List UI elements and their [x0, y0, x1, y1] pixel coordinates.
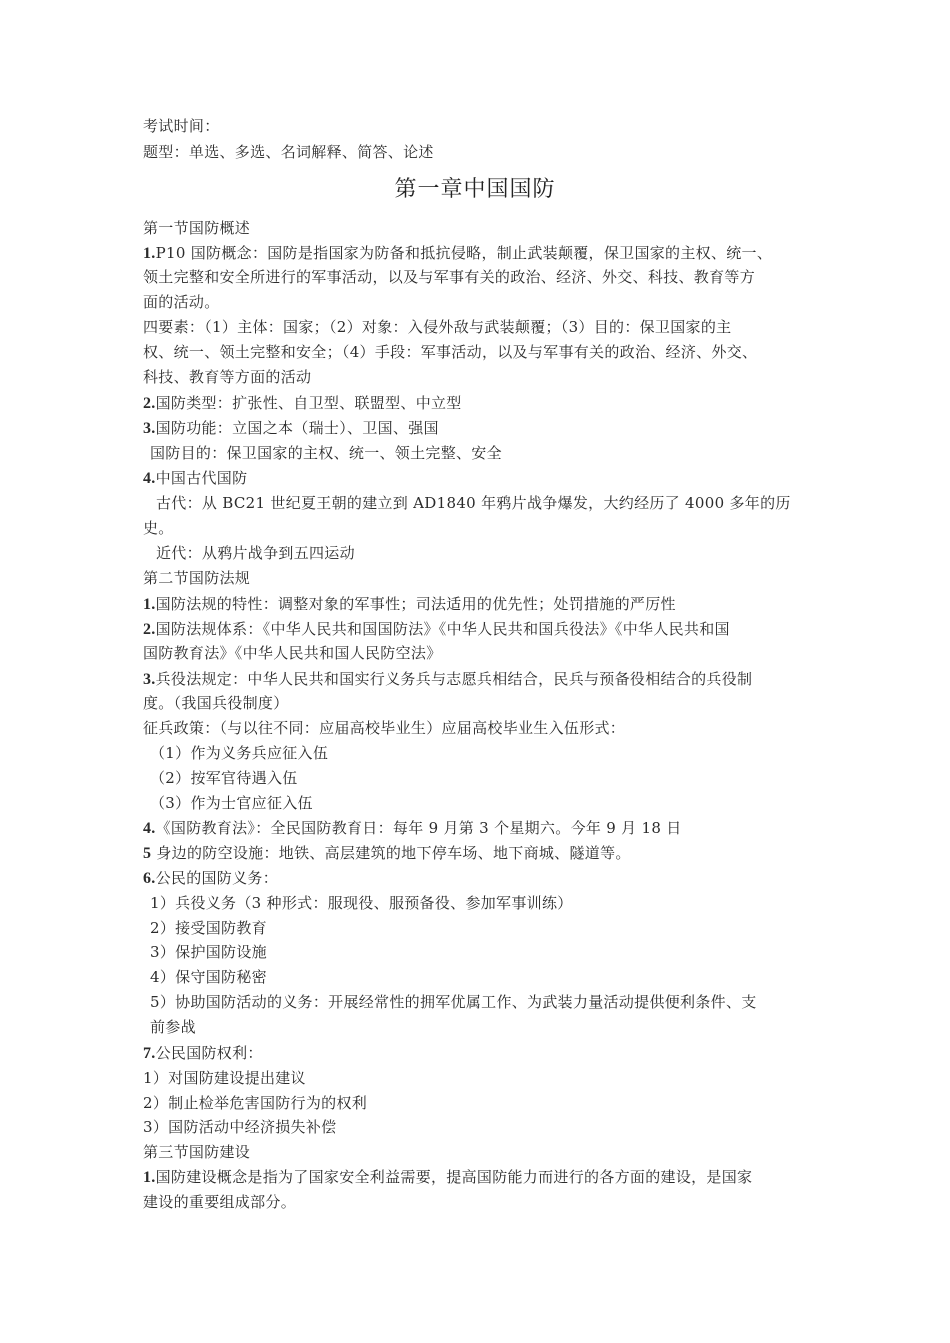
four-elements-line3: 科技、教育等方面的活动	[143, 368, 312, 386]
s2-item1-text: 国防法规的特性：调整对象的军事性；司法适用的优先性；处罚措施的严厉性	[155, 595, 676, 613]
s1-item2	[143, 393, 813, 414]
recruit-option-2: （2）按军官待遇入伍	[150, 769, 298, 787]
s2-item7-num: 7.	[143, 1045, 156, 1062]
s2-item3-text: 兵役法规定：中华人民共和国实行义务兵与志愿兵相结合，民兵与预备役相结合的兵役制	[155, 670, 753, 688]
section1-title: 第一节国防概述	[143, 219, 251, 237]
s2-item4-text: 《国防教育法》：全民国防教育日：每年 9 月第 3 个星期六。今年 9 月 18 日	[155, 819, 682, 837]
s2-item2-line1	[143, 619, 813, 640]
four-elements-line1: 四要素：（1）主体：国家；（2）对象：入侵外敌与武装颠覆；（3）目的：保卫国家的主	[143, 318, 732, 336]
section3-title: 第三节国防建设	[143, 1143, 251, 1161]
s2-item5	[143, 843, 813, 864]
s2-item2-text: 国防法规体系：《中华人民共和国国防法》《中华人民共和国兵役法》《中华人民共和国	[155, 620, 730, 638]
right-3: 3）国防活动中经济损失补偿	[143, 1118, 337, 1136]
four-elements-line2: 权、统一、领土完整和安全；（4）手段：军事活动，以及与军事有关的政治、经济、外交、	[143, 343, 758, 361]
s2-item3-line1	[143, 669, 813, 690]
right-2: 2）制止检举危害国防行为的权利	[143, 1094, 368, 1112]
s2-item6-num: 6.	[143, 870, 156, 887]
s1-item3-sub: 国防目的：保卫国家的主权、统一、领土完整、安全	[150, 444, 502, 462]
s2-item7-text: 公民国防权利：	[155, 1044, 263, 1062]
recruit-policy: 征兵政策：（与以往不同：应届高校毕业生）应届高校毕业生入伍形式：	[143, 719, 626, 737]
s1-item4-num: 4.	[143, 470, 156, 487]
chapter-title: 第一章中国国防	[394, 177, 556, 202]
s2-item3-num: 3.	[143, 671, 156, 688]
s1-item2-text: 国防类型：扩张性、自卫型、联盟型、中立型	[155, 394, 462, 412]
s2-item1-num: 1.	[143, 596, 156, 613]
s1-item4	[143, 468, 813, 489]
duty-3: 3）保护国防设施	[150, 943, 267, 961]
s2-item5-text: 身边的防空设施：地铁、高层建筑的地下停车场、地下商城、隧道等。	[151, 844, 631, 862]
duty-1: 1）兵役义务（3 种形式：服现役、服预备役、参加军事训练）	[150, 894, 573, 912]
s2-item2-line2: 国防教育法》《中华人民共和国人民防空法》	[143, 644, 442, 662]
s3-item1-num: 1.	[143, 1169, 156, 1186]
s1-item1-text: P10 国防概念：国防是指国家为防备和抵抗侵略，制止武装颠覆，保卫国家的主权、统一、	[155, 244, 773, 262]
recruit-option-1: （1）作为义务兵应征入伍	[150, 744, 329, 762]
s2-item7	[143, 1043, 813, 1064]
s1-item1-line3: 面的活动。	[143, 293, 220, 311]
duty-4: 4）保守国防秘密	[150, 968, 267, 986]
s2-item6-text: 公民的国防义务：	[155, 869, 279, 887]
s2-item2-num: 2.	[143, 621, 156, 638]
s2-item4	[143, 818, 813, 839]
s2-item6	[143, 868, 813, 889]
right-1: 1）对国防建设提出建议	[143, 1069, 306, 1087]
duty-2: 2）接受国防教育	[150, 919, 267, 937]
duty-5-line2: 前参战	[150, 1018, 196, 1036]
recruit-option-3: （3）作为士官应征入伍	[150, 794, 313, 812]
s1-item1-line2: 领土完整和安全所进行的军事活动，以及与军事有关的政治、经济、外交、科技、教育等方	[143, 268, 756, 286]
s1-item4-modern: 近代：从鸦片战争到五四运动	[156, 544, 355, 562]
section2-title: 第二节国防法规	[143, 569, 251, 587]
s1-item3-text: 国防功能：立国之本（瑞士）、卫国、强国	[155, 419, 439, 437]
s3-item1-line2: 建设的重要组成部分。	[143, 1193, 297, 1211]
exam-time: 考试时间：	[143, 117, 220, 135]
s2-item1	[143, 594, 813, 615]
s1-item4-ancient-line2: 史。	[143, 519, 174, 537]
s1-item1-line1	[143, 243, 813, 264]
s3-item1-line1	[143, 1167, 813, 1188]
s2-item4-num: 4.	[143, 820, 156, 837]
s1-item1-num: 1.	[143, 245, 156, 262]
s1-item4-text: 中国古代国防	[155, 469, 248, 487]
s1-item2-num: 2.	[143, 395, 156, 412]
s2-item3-line2: 度。（我国兵役制度）	[143, 694, 289, 712]
s1-item3-num: 3.	[143, 420, 156, 437]
question-types: 题型：单选、多选、名词解释、简答、论述	[143, 143, 434, 161]
s3-item1-text: 国防建设概念是指为了国家安全利益需要，提高国防能力而进行的各方面的建设，是国家	[155, 1168, 753, 1186]
duty-5-line1: 5）协助国防活动的义务：开展经常性的拥军优属工作、为武装力量活动提供便利条件、支	[150, 993, 757, 1011]
s1-item4-ancient-line1: 古代：从 BC21 世纪夏王朝的建立到 AD1840 年鸦片战争爆发，大约经历了 4000 多年的历	[156, 494, 791, 512]
s2-item5-num: 5	[143, 845, 152, 862]
s1-item3	[143, 418, 813, 439]
